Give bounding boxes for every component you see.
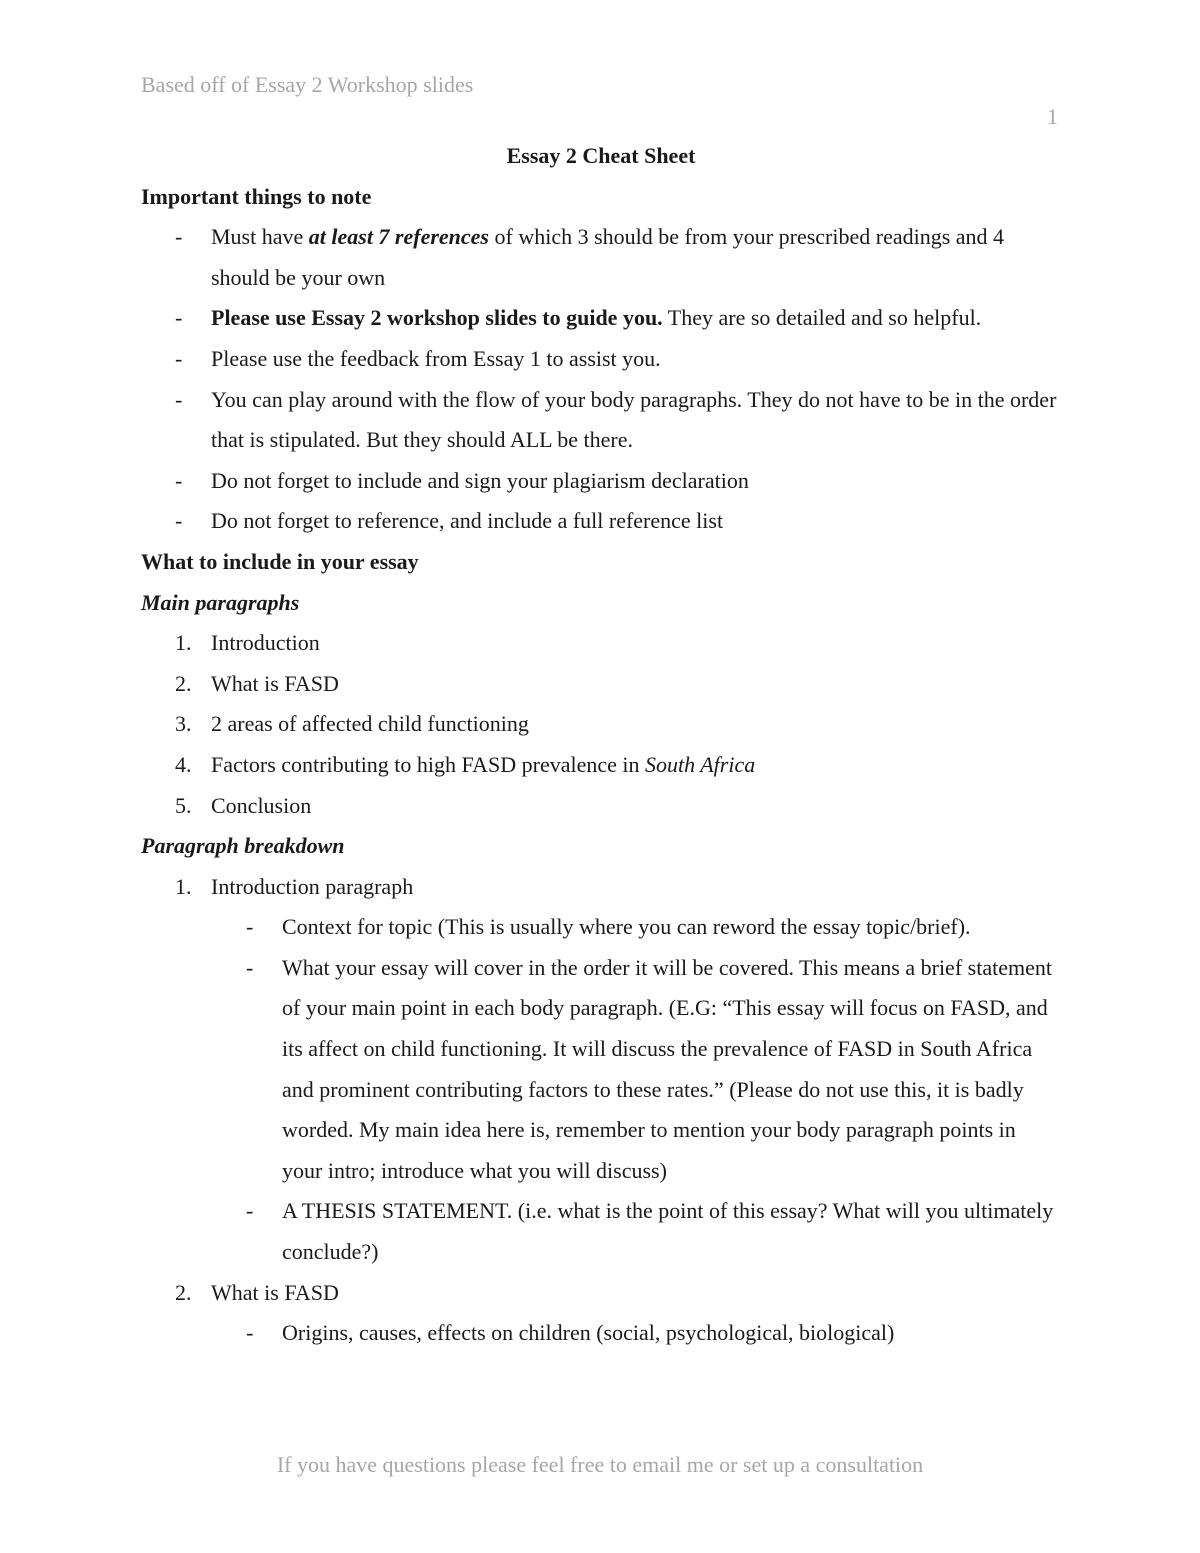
- list-item: 5. Conclusion: [141, 786, 1061, 827]
- number-marker: 5.: [175, 792, 192, 818]
- breakdown-list: [141, 867, 1061, 1354]
- main-paragraphs-list: [141, 623, 1061, 826]
- list-item: - You can play around with the flow of your body paragraphs. They do not have to be in the order that is stipulated. But they should ALL be there.: [141, 380, 1061, 461]
- number-marker: 1.: [175, 873, 192, 899]
- list-item: - Do not forget to reference, and include a full reference list: [141, 501, 1061, 542]
- sub-list-item: - A THESIS STATEMENT. (i.e. what is the point of this essay? What will you ultimately conclude?): [141, 1191, 1061, 1272]
- dash-marker: -: [175, 467, 183, 493]
- list-item: - Please use Essay 2 workshop slides to guide you. They are so detailed and so helpful.: [141, 298, 1061, 339]
- number-marker: 2.: [175, 670, 192, 696]
- bold-text: Please use Essay 2 workshop slides to guide you.: [211, 305, 663, 331]
- list-item: 1. Introduction: [141, 623, 1061, 664]
- dash-marker: -: [175, 224, 183, 250]
- list-item: 1. Introduction paragraph: [141, 867, 1061, 908]
- number-marker: 3.: [175, 711, 192, 737]
- list-item: - Please use the feedback from Essay 1 to assist you.: [141, 339, 1061, 380]
- sub-list-item: - Context for topic (This is usually where you can reword the essay topic/brief).: [141, 907, 1061, 948]
- sub-list-item: - What your essay will cover in the order it will be covered. This means a brief statement of your main point in each body paragraph. (E.G: “This essay will focus on FASD, and its affect on child functioning. It will discuss the prevalence of FASD in South Africa and prominent contributing factors to these rates.” (Please do not use this, it is badly worded. My main idea here is, remember to mention your body paragraph points in your intro; introduce what you will discuss): [141, 948, 1061, 1192]
- number-marker: 2.: [175, 1279, 192, 1305]
- list-item: 3. 2 areas of affected child functioning: [141, 704, 1061, 745]
- page-number: 1: [1047, 104, 1058, 129]
- section-heading-include: What to include in your essay: [141, 548, 419, 574]
- list-item: 2. What is FASD: [141, 664, 1061, 705]
- dash-marker: -: [175, 386, 183, 412]
- footer-note: If you have questions please feel free to email me or set up a consultation: [276, 1452, 924, 1477]
- section-heading-important: Important things to note: [141, 183, 372, 209]
- important-list: [141, 217, 1061, 542]
- dash-marker: -: [246, 1320, 254, 1346]
- number-marker: 1.: [175, 630, 192, 656]
- dash-marker: -: [246, 1198, 254, 1224]
- dash-marker: -: [246, 954, 254, 980]
- header-note: Based off of Essay 2 Workshop slides: [141, 72, 474, 97]
- italic-text: South Africa: [645, 751, 756, 777]
- dash-marker: -: [175, 508, 183, 534]
- dash-marker: -: [175, 345, 183, 371]
- document-title: Essay 2 Cheat Sheet: [506, 143, 696, 168]
- subheading-paragraph-breakdown: Paragraph breakdown: [141, 833, 345, 859]
- list-item: - Do not forget to include and sign your plagiarism declaration: [141, 461, 1061, 502]
- subheading-main-paragraphs: Main paragraphs: [141, 589, 300, 615]
- emphasis-text: at least 7 references: [308, 224, 489, 250]
- document-body: [141, 136, 1061, 1354]
- list-item: 4. Factors contributing to high FASD prevalence in South Africa: [141, 745, 1061, 786]
- list-item: - Must have at least 7 references of which 3 should be from your prescribed readings and 4 should be your own: [141, 217, 1061, 298]
- dash-marker: -: [246, 914, 254, 940]
- number-marker: 4.: [175, 751, 192, 777]
- sub-list-item: - Origins, causes, effects on children (social, psychological, biological): [141, 1313, 1061, 1354]
- dash-marker: -: [175, 305, 183, 331]
- list-item: 2. What is FASD: [141, 1273, 1061, 1314]
